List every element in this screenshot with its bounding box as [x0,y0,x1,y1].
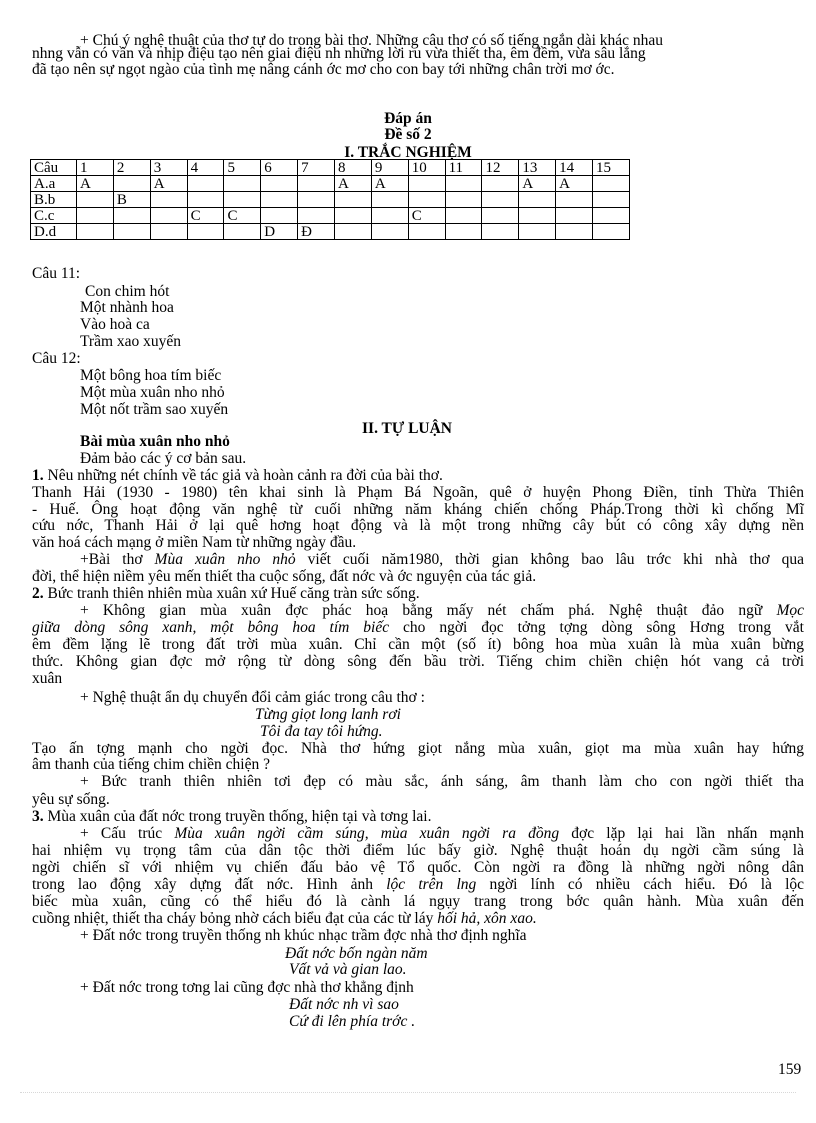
intro-line-1: + Chú ý nghệ thuật của thơ tự do trong bài thơ. Những câu thơ có số tiếng ngắn dài khác nhau [80,32,664,49]
table-cell [224,192,261,208]
section-number: 2. [32,585,44,602]
table-cell [298,176,335,192]
table-cell: C.c [31,208,77,224]
table-cell [408,224,445,240]
table-cell [298,192,335,208]
table-cell: 7 [298,160,335,176]
text-run: cho ngời đọc tởng tợng dòng sông Hơng trong vắt [389,619,804,636]
table-cell: B [113,192,150,208]
table-cell: A [371,176,408,192]
verse-line: Cứ đi lên phía trớc . [289,1013,416,1030]
paragraph-line: biếc mùa xuân, cũng có thể hiểu đó là cành lá ngụy trang trong bớc quân hành. Mùa xuân đến [32,893,804,910]
text-run: ngời lính có nhiều cách hiểu. Đó là lộc [476,876,805,893]
table-cell: 14 [556,160,593,176]
table-cell [371,208,408,224]
paragraph-line: yêu sự sống. [32,791,110,808]
paragraph-line [80,552,804,568]
q11-line: Trầm xao xuyến [80,333,182,350]
paragraph-line: + Đất nớc trong truyền thống nh khúc nhạc trầm đợc nhà thơ định nghĩa [80,927,527,944]
table-cell [335,224,372,240]
page-number: 159 [778,1061,802,1078]
table-cell: Đ [298,224,335,240]
table-row [31,192,630,208]
paragraph-line: cứu nớc, Thanh Hải ở lại quê hơng hoạt động và là một trong những cây bút có công xây dựng nền [32,517,804,534]
table-cell: A.a [31,176,77,192]
table-cell [482,224,519,240]
table-cell [445,224,482,240]
italic-quote: giữa dòng sông xanh, một bông hoa tím biếc [32,619,390,636]
italic-quote: Mùa xuân ngời cầm súng, mùa xuân ngời ra đồng [174,825,560,842]
table-cell: 3 [150,160,187,176]
paragraph-line: + Nghệ thuật ẩn dụ chuyển đổi cảm giác trong câu thơ : [80,689,425,706]
table-cell: A [556,176,593,192]
verse-line: Đất nớc nh vì sao [289,996,399,1013]
table-cell [593,208,630,224]
table-cell: 1 [77,160,114,176]
table-cell [150,208,187,224]
table-row [31,208,630,224]
paragraph-line: Tạo ấn tợng mạnh cho ngời đọc. Nhà thơ hứng giọt nắng mùa xuân, giọt ma mùa xuân hay hứng [32,740,804,757]
table-cell: A [335,176,372,192]
section-3-heading [32,809,804,825]
section-heading-text: Mùa xuân của đất nớc trong truyền thống, hiện tại và tơng lai. [43,808,432,825]
table-cell [187,192,224,208]
table-cell [261,176,298,192]
q12-line: Một nốt trầm sao xuyến [80,401,229,418]
paragraph-line: xuân [32,670,63,687]
section-heading-text: Bức tranh thiên nhiên mùa xuân xứ Huế căng tràn sức sống. [43,585,420,602]
table-cell: 13 [519,160,556,176]
table-cell: 11 [445,160,482,176]
table-cell: C [408,208,445,224]
section-number: 3. [32,808,44,825]
italic-quote: hối hả, xôn xao. [437,910,537,927]
paragraph-line: văn hoá cách mạng ở miền Nam từ những ngày đầu. [32,534,357,551]
paragraph-line: ngời chiến sĩ với nhiệm vụ chiến đấu bảo vệ Tổ quốc. Còn ngời ra đồng là những ngời nông dân [32,859,804,876]
intro-line-2: nhng vẫn có vần và nhịp điệu tạo nên giai điệu nh những lời ru vừa thiết tha, êm đềm, vừa sâu lắng [32,45,646,62]
table-cell: Câu [31,160,77,176]
table-cell [335,192,372,208]
paragraph-line [80,603,804,619]
q12-label: Câu 12: [32,350,81,367]
text-run: trong lao động xây dựng đất nớc. Hình ảnh [32,876,387,893]
table-row [31,176,630,192]
poem-title: Bài mùa xuân nho nhỏ [80,433,230,450]
ensure-note: Đảm bảo các ý cơ bản sau. [80,450,247,467]
table-cell [519,224,556,240]
verse-line: Vất vả và gian lao. [289,961,407,978]
text-run: cuồng nhiệt, thiết tha cháy bỏng nhờ cách biểu đạt của các từ láy [32,910,438,927]
table-cell [335,208,372,224]
paragraph-line [80,826,804,842]
table-cell: C [187,208,224,224]
table-cell [445,208,482,224]
paragraph-line: êm đềm lặng lẽ trong đất trời mùa xuân. Chỉ cần một (số ít) bông hoa mùa xuân là mùa xuân bừng [32,636,804,653]
table-cell [113,208,150,224]
exam-number-heading: Đề số 2 [384,126,432,143]
table-cell [224,176,261,192]
paragraph-line: + Đất nớc trong tơng lai cũng đợc nhà thơ khẳng định [80,979,414,996]
section-2-heading [32,586,804,602]
text-run: +Bài thơ [80,551,155,568]
table-cell [482,192,519,208]
table-cell [224,224,261,240]
table-cell [261,192,298,208]
table-cell [593,192,630,208]
table-cell: 2 [113,160,150,176]
paragraph-line: hai nhiệm vụ trọng tâm của dân tộc thời điểm lúc bấy giờ. Nghệ thuật hoán dụ ngời cầm súng là [32,842,804,859]
paragraph-line [32,911,804,927]
text-run: + Không gian mùa xuân đợc phác hoạ bằng mấy nét chấm phá. Nghệ thuật đảo ngữ [80,602,777,619]
table-cell: A [150,176,187,192]
section-number: 1. [32,467,44,484]
table-cell [371,224,408,240]
text-run: + Cấu trúc [80,825,175,842]
verse-line: Tôi đa tay tôi hứng. [260,723,383,740]
table-cell [519,192,556,208]
paragraph-line: + Bức tranh thiên nhiên tơi đẹp có màu sắc, ánh sáng, âm thanh làm cho con ngời thiết tha [80,773,804,790]
table-cell [556,224,593,240]
q11-line: Vào hoà ca [80,316,150,333]
table-cell [113,176,150,192]
text-run: đợc lặp lại hai lần nhấn mạnh [559,825,804,842]
paragraph-line: Thanh Hải (1930 - 1980) tên khai sinh là Phạm Bá Ngoãn, quê ở huyện Phong Điền, tỉnh Thừa Thiên [32,484,804,501]
table-cell: 6 [261,160,298,176]
paragraph-line: đời, thể hiện niềm yêu mến thiết tha cuộc sống, đất nớc và ớc nguyện của tác giả. [32,568,537,585]
table-row [31,224,630,240]
table-cell [445,176,482,192]
table-cell [408,192,445,208]
section-1-heading [32,468,804,484]
intro-line-3: đã tạo nên sự ngọt ngào của tình mẹ nâng cánh ớc mơ cho con bay tới những chân trời mơ ớc. [32,61,615,78]
text-run: viết cuối năm1980, thời gian không bao lâu trớc khi nhà thơ qua [295,551,804,568]
table-cell [298,208,335,224]
table-cell: C [224,208,261,224]
table-cell [593,224,630,240]
table-cell [77,208,114,224]
q11-label: Câu 11: [32,265,81,282]
table-cell [408,176,445,192]
table-cell [556,208,593,224]
paragraph-line: - Huế. Ông hoạt động văn nghệ từ cuối những năm kháng chiến chống Pháp.Trong thời kì chống Mĩ [32,501,804,518]
footer-divider [20,1092,796,1093]
italic-quote: lộc trên lng [386,876,477,893]
table-cell [445,192,482,208]
verse-line: Từng giọt long lanh rơi [255,706,401,723]
table-cell [519,208,556,224]
poem-name-italic: Mùa xuân nho nhỏ [154,551,296,568]
q11-line: Con chim hót [85,283,170,300]
table-cell [77,224,114,240]
table-cell: D.d [31,224,77,240]
part2-heading: II. TỰ LUẬN [362,420,453,437]
q12-line: Một bông hoa tím biếc [80,367,222,384]
table-cell [150,192,187,208]
table-cell: B.b [31,192,77,208]
table-cell: D [261,224,298,240]
table-cell: 5 [224,160,261,176]
table-cell [77,192,114,208]
table-cell [113,224,150,240]
section-heading-text: Nêu những nét chính về tác giả và hoàn cảnh ra đời của bài thơ. [43,467,443,484]
q12-line: Một mùa xuân nho nhỏ [80,384,225,401]
part1-heading: I. TRẮC NGHIỆM [344,144,472,161]
table-cell [482,176,519,192]
table-cell: 4 [187,160,224,176]
verse-line: Đất nớc bốn ngàn năm [285,945,428,962]
table-cell: 12 [482,160,519,176]
table-cell [261,208,298,224]
table-cell [187,176,224,192]
answer-heading: Đáp án [384,110,432,127]
table-cell: 9 [371,160,408,176]
paragraph-line: thức. Không gian đợc mở rộng từ dòng sông đến bầu trời. Tiếng chim chiền chiện hót vang cả trời [32,653,804,670]
table-cell [150,224,187,240]
table-cell [482,208,519,224]
table-cell: A [77,176,114,192]
table-header-row [31,160,630,176]
table-cell: A [519,176,556,192]
paragraph-line: âm thanh của tiếng chim chiền chiện ? [32,756,271,773]
table-cell [593,176,630,192]
q11-line: Một nhành hoa [80,299,174,316]
paragraph-line [32,877,804,893]
paragraph-line [32,620,804,636]
table-cell [371,192,408,208]
table-cell [556,192,593,208]
answer-table [30,159,630,240]
table-cell: 8 [335,160,372,176]
italic-quote: Mọc [776,602,804,619]
table-cell [187,224,224,240]
table-cell: 15 [593,160,630,176]
table-cell: 10 [408,160,445,176]
